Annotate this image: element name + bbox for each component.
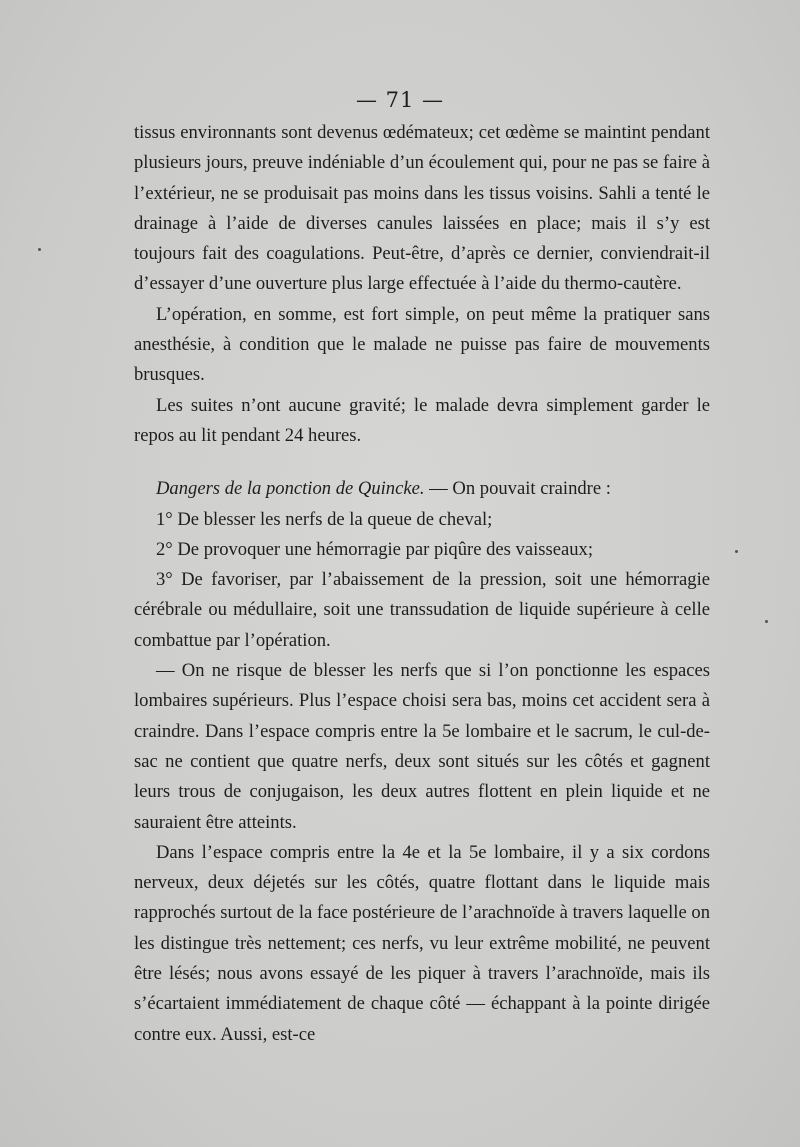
ink-speck [38, 248, 41, 251]
section-lead: — On pouvait craindre : [424, 478, 611, 500]
page-number: — 71 — [355, 88, 445, 112]
body-text [134, 118, 710, 1050]
paragraph: Les suites n’ont aucune gravité; le malade devra simplement garder le repos au lit pendant 24 heures. [134, 394, 710, 446]
paragraph: — On ne risque de blesser les nerfs que si l’on ponctionne les espaces lombaires supérieurs. Plus l’espace choisi sera bas, moins cet accident sera à craindre. Dans l’espace compris entre la 5e lombaire et le sacrum, le cul-de-sac ne contient que quatre nerfs, deux sont situés sur les côtés et gagnent leurs trous de conjugaison, les deux autres flottent en plein liquide et ne sauraient être atteints. [134, 660, 710, 833]
paragraph: L’opération, en somme, est fort simple, on peut même la pratiquer sans anesthésie, à condition que le malade ne puisse pas faire de mouvements brusques. [134, 303, 710, 386]
paragraph: Dans l’espace compris entre la 4e et la 5e lombaire, il y a six cordons nerveux, deux déjetés sur les côtés, quatre flottant dans le liquide mais rapprochés surtout de la face postérieure de l’arachnoïde à travers laquelle on les distingue très nettement; ces nerfs, vu leur extrême mobilité, ne peuvent être lésés; nous avons essayé de les piquer à travers l’arachnoïde, mais ils s’écartaient immédiatement de chaque côté — échappant à la pointe dirigée contre eux. Aussi, est-ce [134, 841, 710, 1045]
list-item: 1° De blesser les nerfs de la queue de cheval; [156, 508, 493, 530]
list-item: 3° De favoriser, par l’abaissement de la pression, soit une hémorragie cérébrale ou médullaire, soit une transsudation de liquide supérieure à celle combattue par l’opération. [134, 569, 710, 651]
ink-speck [765, 620, 768, 623]
paragraph: tissus environnants sont devenus œdémateux; cet œdème se maintint pendant plusieurs jours, preuve indéniable d’un écoulement qui, pour ne pas se faire à l’extérieur, ne se produisait pas moins dans les tissus voisins. Sahli a tenté le drainage à l’aide de diverses canules laissées en place; mais il s’y est toujours fait des coagulations. Peut-être, d’après ce dernier, conviendrait-il d’essayer d’une ouverture plus large effectuée à l’aide du thermo-cautère. [134, 122, 710, 295]
list-item: 2° De provoquer une hémorragie par piqûre des vaisseaux; [156, 538, 594, 560]
section-heading-paragraph [134, 474, 710, 504]
section-title: Dangers de la ponction de Quincke. [156, 478, 425, 500]
ink-speck [735, 550, 738, 553]
